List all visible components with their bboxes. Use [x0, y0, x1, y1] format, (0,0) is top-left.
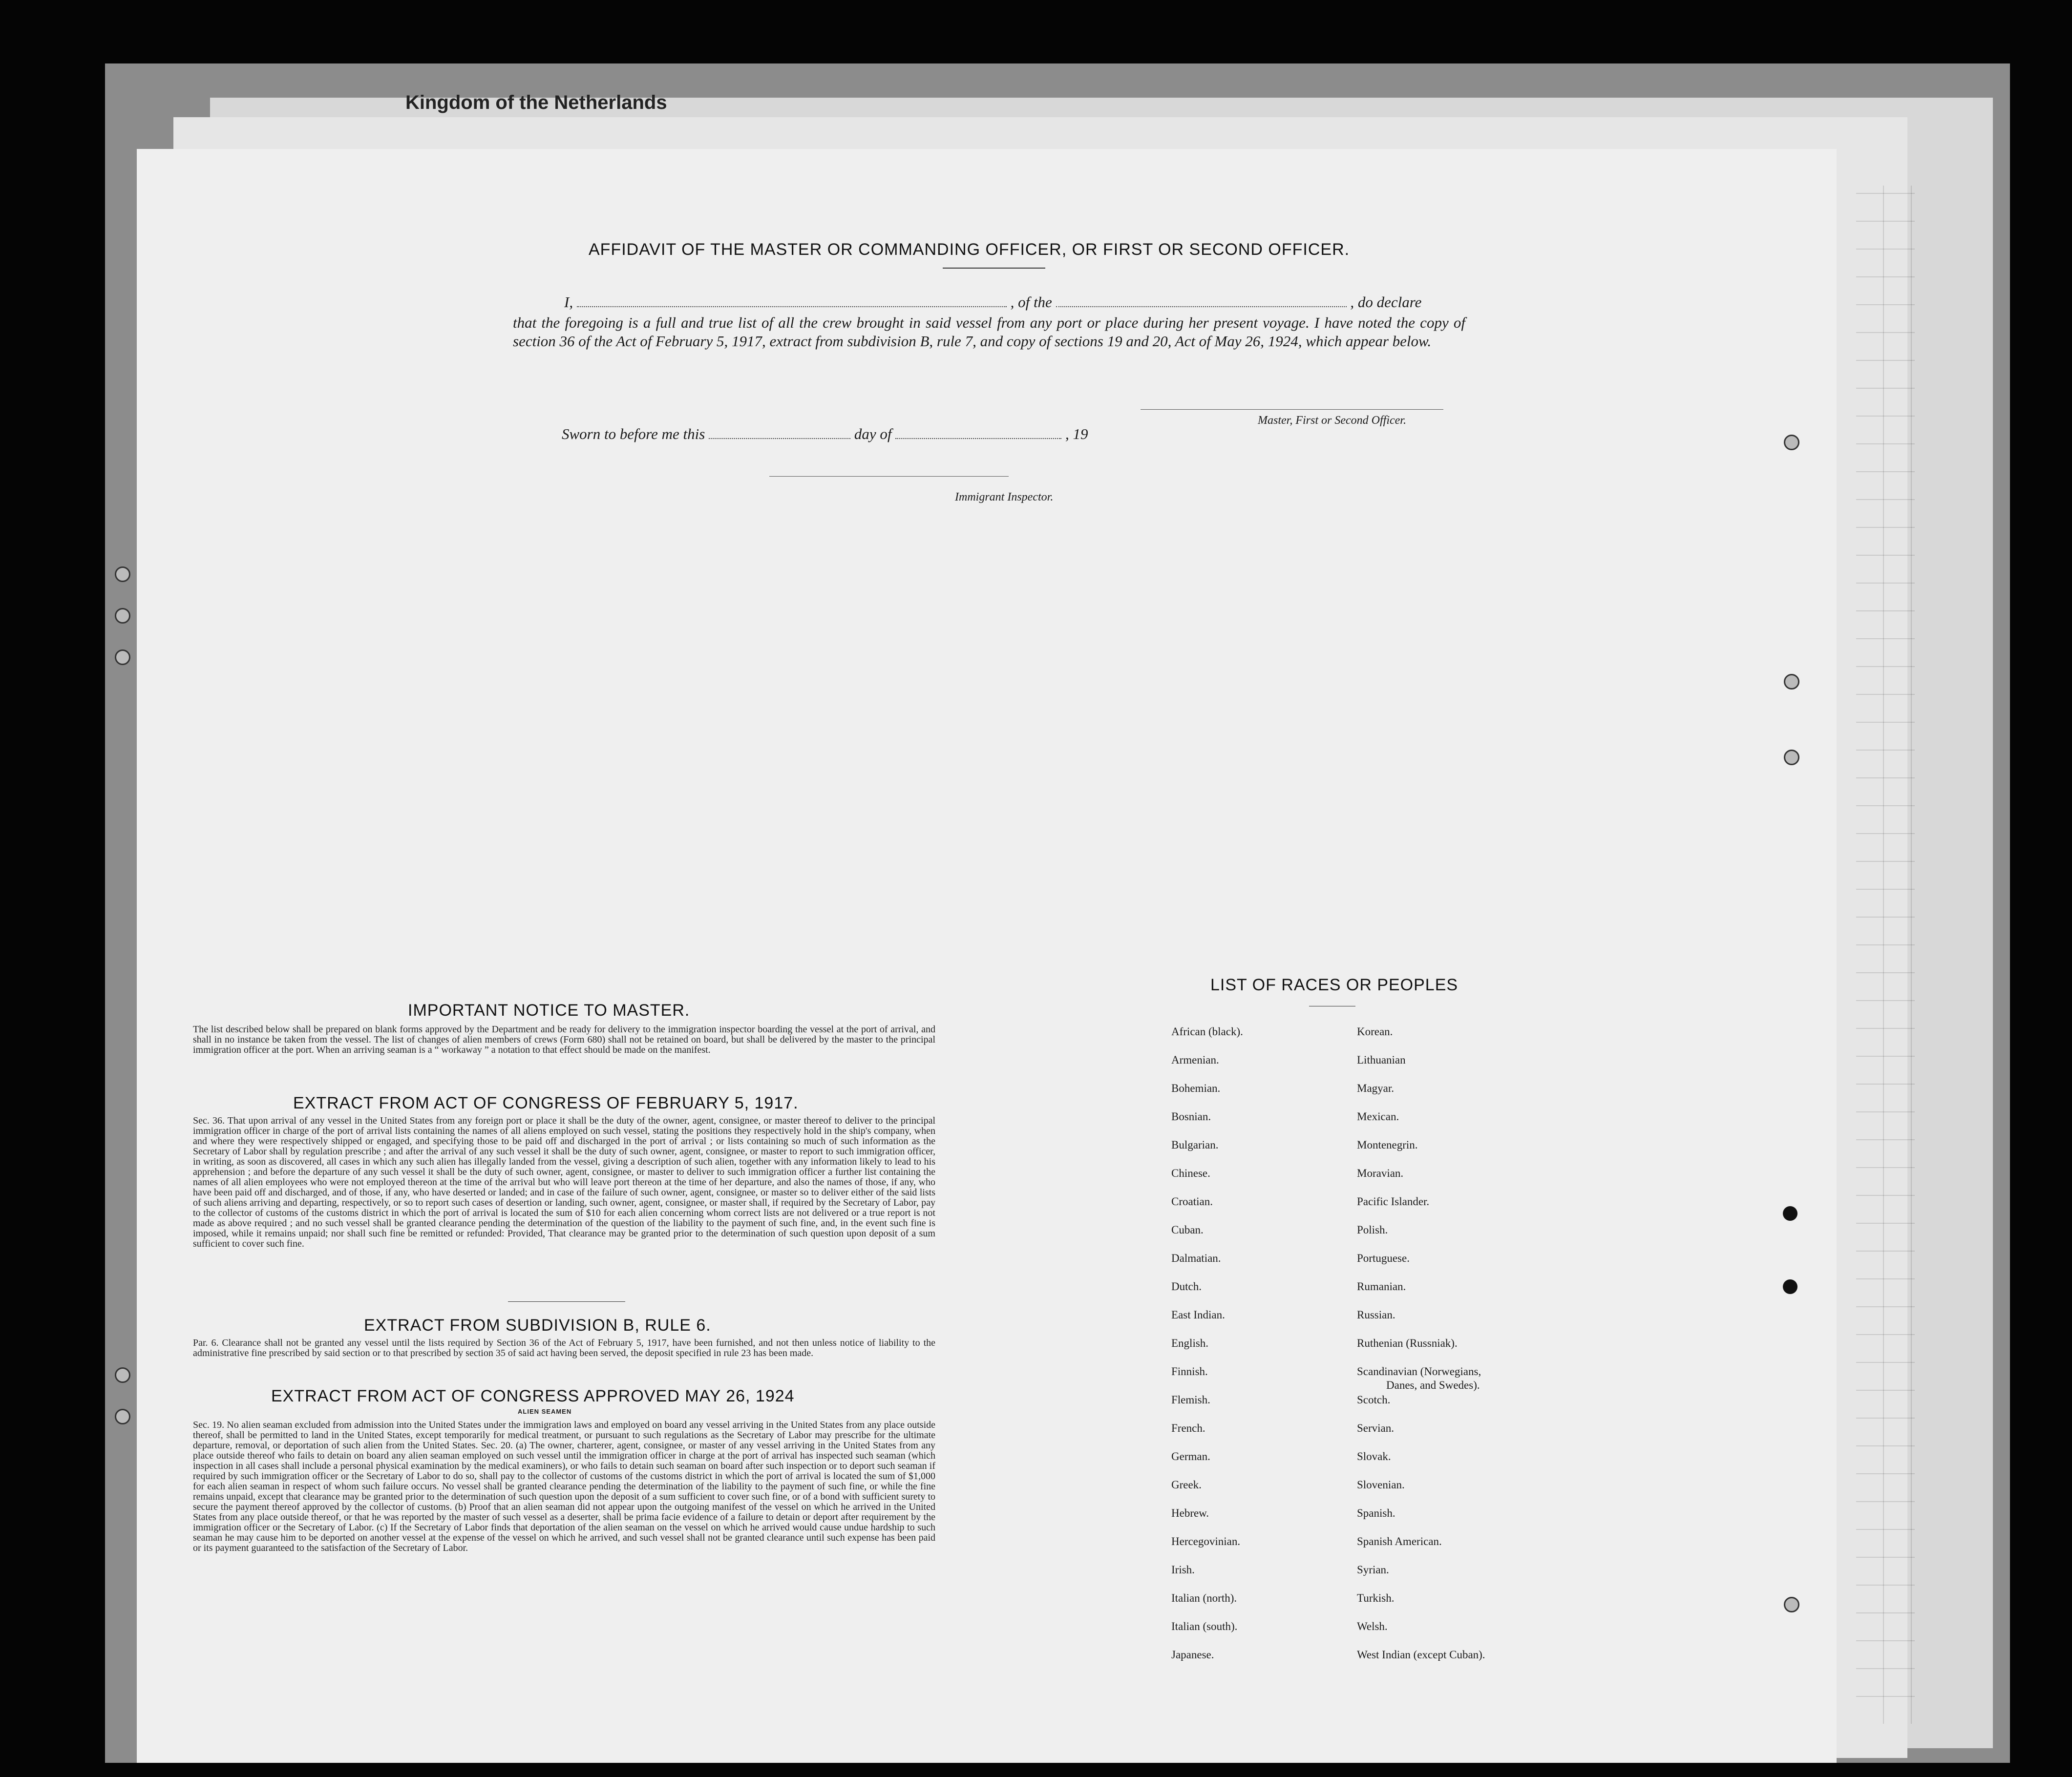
vessel-blank[interactable] — [1056, 306, 1347, 307]
race-item: Mexican. — [1357, 1110, 1399, 1123]
race-item: Cuban. — [1171, 1224, 1204, 1236]
signature-line[interactable] — [1141, 409, 1443, 410]
sworn-month-blank[interactable] — [895, 438, 1061, 439]
inspector-label: Immigrant Inspector. — [955, 491, 1054, 503]
extract-1917-body: Sec. 36. That upon arrival of any vessel in the United States from any foreign port or place it shall be the duty of the owner, agent, consignee, or master thereof to deliver to the principal immigration officer in charge of the port of arrival lists containing the names of all aliens employed on such vessel, stating the positions they respectively hold in the ship's company, when and where they were respectively shipped or engaged, and specifying those to be paid off and discharged in the port of arrival ; or lists containing so much of such information as the Secretary of Labor shall by regulation prescribe ; and after the arrival of any such vessel it shall be the duty of such owner, agent, consignee, or master to report to such immigration officer, in writing, as soon as discovered, all cases in which any such alien has illegally landed from the vessel, giving a description of such alien, together with any information likely to lead to his apprehension ; and before the departure of any such vessel it shall be the duty of such owner, agent, consignee, or master to deliver to such immigration officer a further list containing the names of all alien employees who were not employed thereon at the time of the arrival but who will leave port thereon at the time of her departure, and also the names of those, if any, who have been paid off and discharged, and of those, if any, who have deserted or landed; and in case of the failure of such owner, agent, consignee, or master so to deliver either of the said lists of such aliens arriving and departing, respectively, or so to report such cases of desertion or landing, such owner, agent, consignee, or master shall, if required by the Secretary of Labor, pay to the collector of customs of the customs district in which the port of arrival is located the sum of $10 for each alien concerning whom correct lists are not delivered or a true report is not made as above required ; and no such vessel shall be granted clearance pending the determination of the question of the liability to the payment of such fine, and, in the event such fine is imposed, while it remains unpaid; nor shall such fine be remitted or refunded: Provided, That clearance may be granted prior to the determination of such question upon deposit of a sum sufficient to cover such fine. — [193, 1115, 935, 1249]
race-item: Croatian. — [1171, 1195, 1213, 1208]
affidavit-title: AFFIDAVIT OF THE MASTER OR COMMANDING OFFICER, OR FIRST OR SECOND OFFICER. — [589, 240, 1350, 259]
subdivision-b-body: Par. 6. Clearance shall not be granted any vessel until the lists required by Section 36 of the Act of February 5, 1917, have been furnished, and not then unless notice of liability to the administrative fine prescribed by said section or to that prescribed by section 35 of said act having been served, the deposit specified in rule 23 has been made. — [193, 1338, 935, 1359]
race-item: English. — [1171, 1337, 1209, 1349]
races-title: LIST OF RACES OR PEOPLES — [1210, 976, 1459, 994]
race-item: Greek. — [1171, 1479, 1202, 1491]
race-item: Rumanian. — [1357, 1280, 1406, 1293]
race-item: Servian. — [1357, 1422, 1395, 1434]
race-item: Spanish American. — [1357, 1535, 1442, 1547]
race-item: Russian. — [1357, 1309, 1395, 1321]
divider — [943, 268, 1045, 269]
race-item: Slovak. — [1357, 1450, 1391, 1463]
race-item: Flemish. — [1171, 1394, 1210, 1406]
races-right-column — [1357, 1025, 1485, 1677]
race-item: Armenian. — [1171, 1054, 1219, 1066]
race-item: East Indian. — [1171, 1309, 1225, 1321]
punch-hole-icon — [1784, 750, 1799, 765]
declaration-do-declare: , do declare — [1350, 293, 1422, 311]
race-item: Welsh. — [1357, 1620, 1388, 1632]
notice-body: The list described below shall be prepared on blank forms approved by the Department and be ready for delivery to the immigration inspector boarding the vessel at the port of arrival, and shall in no instance be taken from the vessel. The list of changes of alien members of crews (Form 680) shall not be retained on board, but shall be delivered by the master to the principal immigration officer at the port. When an arriving seaman is a “ workaway ” a notation to that effect should be made on the manifest. — [193, 1024, 935, 1055]
race-item: Italian (north). — [1171, 1592, 1237, 1604]
race-item: Japanese. — [1171, 1649, 1214, 1661]
race-item: Polish. — [1357, 1224, 1388, 1236]
extract-1924-title: EXTRACT FROM ACT OF CONGRESS APPROVED MAY 26, 1924 — [271, 1387, 795, 1405]
race-item: Slovenian. — [1357, 1479, 1405, 1491]
punch-hole-icon — [115, 649, 130, 665]
declaration-of-the: , of the — [1010, 293, 1052, 311]
race-item: Dalmatian. — [1171, 1252, 1221, 1264]
race-item: French. — [1171, 1422, 1205, 1434]
race-item: Bosnian. — [1171, 1110, 1211, 1123]
race-item: Bulgarian. — [1171, 1139, 1219, 1151]
race-item: Irish. — [1171, 1564, 1195, 1576]
race-item: Hercegovinian. — [1171, 1535, 1241, 1547]
declaration-body: that the foregoing is a full and true list of all the crew brought in said vessel from any port or place during her present voyage. I have noted the copy of section 36 of the Act of February 5, 1917, extract from subdivision B, rule 7, and copy of sections 19 and 20, Act of May 26, 1924, which appear below. — [513, 314, 1465, 350]
punch-hole-icon — [115, 608, 130, 624]
punch-hole-icon — [115, 1409, 130, 1424]
punch-hole-icon — [115, 1367, 130, 1383]
race-item: Korean. — [1357, 1025, 1393, 1038]
name-blank[interactable] — [577, 306, 1007, 307]
punch-hole-icon — [1784, 674, 1799, 690]
sworn-day-blank[interactable] — [709, 438, 850, 439]
sworn-start: Sworn to before me this — [562, 425, 705, 442]
sworn-day-of: day of — [854, 425, 892, 442]
divider — [508, 1301, 625, 1302]
race-item: Dutch. — [1171, 1280, 1202, 1293]
notice-title: IMPORTANT NOTICE TO MASTER. — [408, 1001, 690, 1020]
back-sheet-edge-title: Kingdom of the Netherlands — [405, 92, 667, 113]
race-item: Chinese. — [1171, 1167, 1210, 1179]
race-item: Montenegrin. — [1357, 1139, 1418, 1151]
race-item: African (black). — [1171, 1025, 1243, 1038]
race-item: West Indian (except Cuban). — [1357, 1649, 1485, 1661]
race-item: German. — [1171, 1450, 1210, 1463]
punch-hole-icon — [1784, 435, 1799, 450]
race-item: Spanish. — [1357, 1507, 1395, 1519]
punch-hole-icon — [1784, 1597, 1799, 1612]
race-item: Scandinavian (Norwegians, — [1357, 1365, 1481, 1378]
race-item: Hebrew. — [1171, 1507, 1209, 1519]
races-left-column — [1171, 1025, 1243, 1677]
punch-hole-icon — [1783, 1206, 1797, 1221]
race-item: Ruthenian (Russniak). — [1357, 1337, 1458, 1349]
race-item: Finnish. — [1171, 1365, 1208, 1378]
sworn-year: , 19 — [1065, 425, 1088, 442]
signature-label: Master, First or Second Officer. — [1258, 414, 1406, 427]
race-item: Portuguese. — [1357, 1252, 1410, 1264]
sworn-line — [562, 425, 1088, 443]
extract-1924-body: Sec. 19. No alien seaman excluded from admission into the United States under the immigration laws and employed on board any vessel arriving in the United States from any place outside thereof, shall be permitted to land in the United States, except temporarily for medical treatment, or pursuant to such regulations as the Secretary of Labor may prescribe for the ultimate departure, removal, or deportation of such alien from the United States. Sec. 20. (a) The owner, charterer, agent, consignee, or master of any vessel arriving in the United States from any place outside thereof who fails to detain on board any alien seaman employed on such vessel until the immigration officer in charge at the port of arrival has inspected such seaman (which inspection in all cases shall include a personal physical examination by the medical examiners), or who fails to detain such seaman on board after such inspection or to deport such seaman if required by such immigration officer or the Secretary of Labor to do so, shall pay to the collector of customs of the customs district in which the port of arrival is located the sum of $1,000 for each alien seaman in respect of whom such failure occurs. No vessel shall be granted clearance pending the determination of the liability to the payment of such fine, or while the fine remains unpaid, except that clearance may be granted prior to the determination of such question upon the deposit of a sum sufficient to cover such fine, or of a bond with sufficient surety to secure the payment thereof approved by the collector of customs. (b) Proof that an alien seaman did not appear upon the outgoing manifest of the vessel on which he arrived in the United States from any place outside thereof, or that he was reported by the master of such vessel as a deserter, shall be prima facie evidence of a failure to detain or deport after requirement by the immigration officer or the Secretary of Labor. (c) If the Secretary of Labor finds that deportation of the alien seaman on the vessel on which he arrived would cause undue hardship to such seaman he may cause him to be deported on another vessel at the expense of the vessel on which he arrived, and such vessel shall not be granted clearance until such expense has been paid or its payment guaranteed to the satisfaction of the Secretary of Labor. — [193, 1420, 935, 1553]
punch-hole-icon — [1783, 1279, 1797, 1294]
race-item: Lithuanian — [1357, 1054, 1406, 1066]
inspector-line[interactable] — [769, 476, 1009, 477]
declaration-i: I, — [564, 293, 573, 311]
race-item: Pacific Islander. — [1357, 1195, 1430, 1208]
extract-1924-subtitle: ALIEN SEAMEN — [518, 1408, 572, 1415]
extract-1917-title: EXTRACT FROM ACT OF CONGRESS OF FEBRUARY 5, 1917. — [293, 1094, 799, 1112]
subdivision-b-title: EXTRACT FROM SUBDIVISION B, RULE 6. — [364, 1316, 711, 1335]
race-item: Italian (south). — [1171, 1620, 1238, 1632]
declaration-line — [564, 293, 1421, 312]
punch-hole-icon — [115, 566, 130, 582]
grid-strip — [1856, 186, 1915, 1724]
race-item: Syrian. — [1357, 1564, 1389, 1576]
race-item: Turkish. — [1357, 1592, 1395, 1604]
race-item: Scotch. — [1357, 1394, 1391, 1406]
race-item: Magyar. — [1357, 1082, 1395, 1094]
race-item-continuation: Danes, and Swedes). — [1386, 1379, 1480, 1391]
race-item: Moravian. — [1357, 1167, 1404, 1179]
race-item: Bohemian. — [1171, 1082, 1221, 1094]
